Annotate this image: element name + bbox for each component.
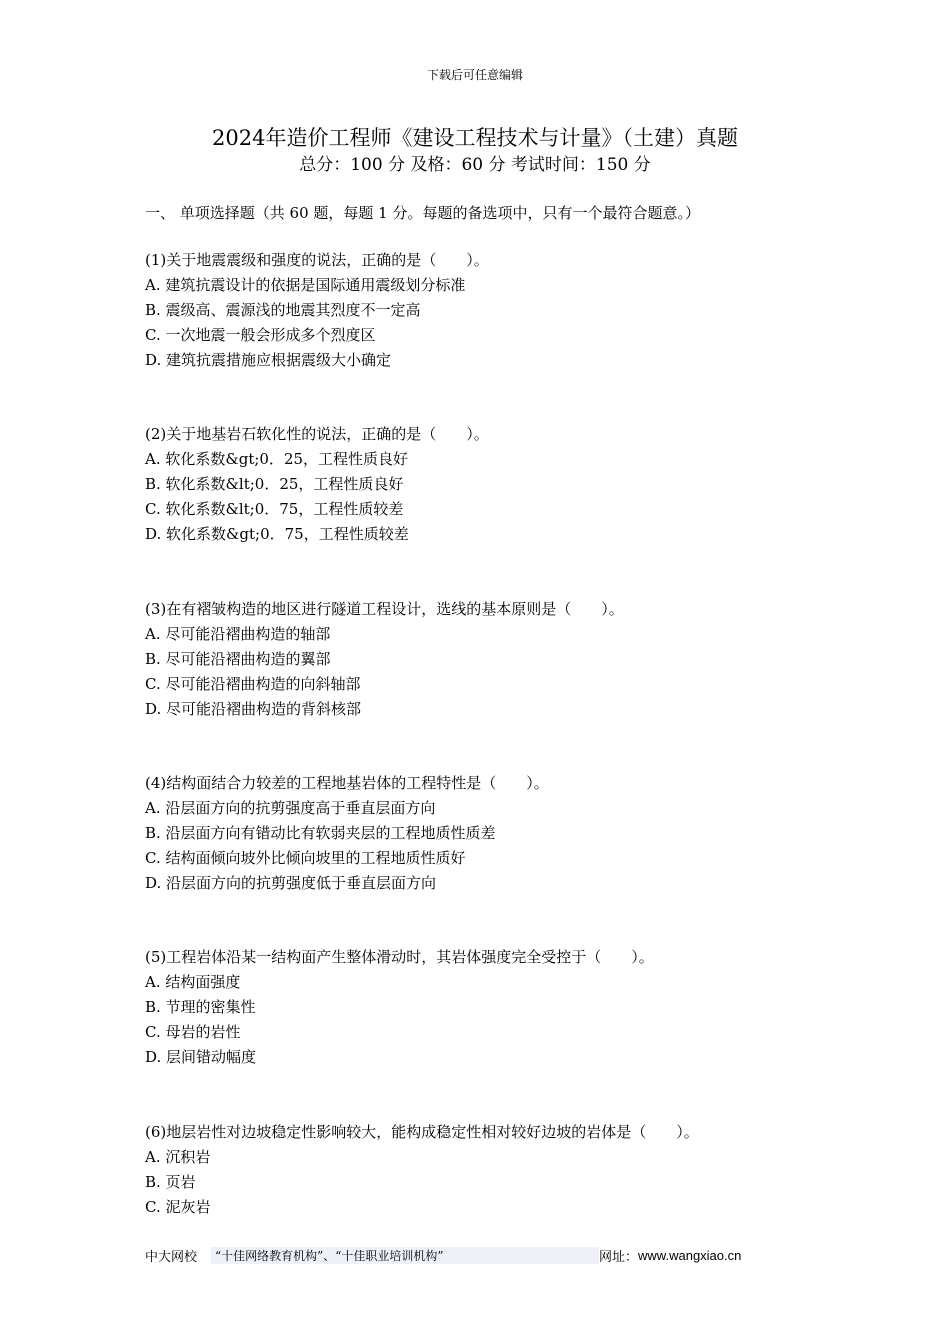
option-c: C. 尽可能沿褶曲构造的向斜轴部 [145,675,361,693]
option-d: D. 层间错动幅度 [145,1048,257,1066]
option-b: B. 节理的密集性 [145,998,256,1016]
option-a: A. 尽可能沿褶曲构造的轴部 [145,625,331,643]
option-c: C. 母岩的岩性 [145,1023,241,1041]
section-heading: 一、 单项选择题（共 60 题，每题 1 分。每题的备选项中，只有一个最符合题意。） [145,204,700,222]
option-a: A. 软化系数&gt;0．25，工程性质良好 [145,450,409,468]
question-stem: (4)结构面结合力较差的工程地基岩体的工程特性是（ ）。 [145,774,549,792]
question-3 [145,597,624,722]
question-stem: (2)关于地基岩石软化性的说法，正确的是（ ）。 [145,425,489,443]
question-stem: (3)在有褶皱构造的地区进行隧道工程设计，选线的基本原则是（ ）。 [145,600,624,618]
question-stem: (6)地层岩性对边坡稳定性影响较大，能构成稳定性相对较好边坡的岩体是（ ）。 [145,1123,699,1141]
question-4 [145,771,549,896]
option-d: D. 建筑抗震措施应根据震级大小确定 [145,351,392,369]
option-d: D. 尽可能沿褶曲构造的背斜核部 [145,700,362,718]
option-c: C. 一次地震一般会形成多个烈度区 [145,326,376,344]
footer-site-link[interactable]: www.wangxiao.cn [638,1248,742,1263]
option-a: A. 结构面强度 [145,973,241,991]
option-b: B. 震级高、震源浅的地震其烈度不一定高 [145,301,421,319]
option-a: A. 沿层面方向的抗剪强度高于垂直层面方向 [145,799,436,817]
question-2 [145,422,489,547]
footer-slogan: “十佳网络教育机构”、“十佳职业培训机构” [211,1247,599,1264]
option-d: D. 沿层面方向的抗剪强度低于垂直层面方向 [145,874,437,892]
question-6 [145,1120,699,1220]
option-d: D. 软化系数&gt;0．75，工程性质较差 [145,525,409,543]
option-b: B. 页岩 [145,1173,196,1191]
footer-org: 中大网校 [145,1250,198,1265]
question-5 [145,945,654,1070]
page-footer [145,1246,741,1265]
option-a: A. 沉积岩 [145,1148,211,1166]
question-stem: (5)工程岩体沿某一结构面产生整体滑动时，其岩体强度完全受控于（ ）。 [145,948,654,966]
option-c: C. 软化系数&lt;0．75，工程性质较差 [145,500,404,518]
option-a: A. 建筑抗震设计的依据是国际通用震级划分标准 [145,276,466,294]
question-1 [145,248,489,373]
exam-info: 总分：100 分 及格：60 分 考试时间：150 分 [299,155,651,175]
option-b: B. 沿层面方向有错动比有软弱夹层的工程地质性质差 [145,824,496,842]
question-stem: (1)关于地震震级和强度的说法，正确的是（ ）。 [145,251,489,269]
option-c: C. 结构面倾向坡外比倾向坡里的工程地质性质好 [145,849,466,867]
header-note: 下载后可任意编辑 [426,68,523,82]
option-c: C. 泥灰岩 [145,1198,211,1216]
option-b: B. 尽可能沿褶曲构造的翼部 [145,650,331,668]
footer-site-label: 网址： [599,1250,639,1265]
option-b: B. 软化系数&lt;0．25，工程性质良好 [145,475,404,493]
page-title: 2024年造价工程师《建设工程技术与计量》（土建）真题 [212,126,738,150]
